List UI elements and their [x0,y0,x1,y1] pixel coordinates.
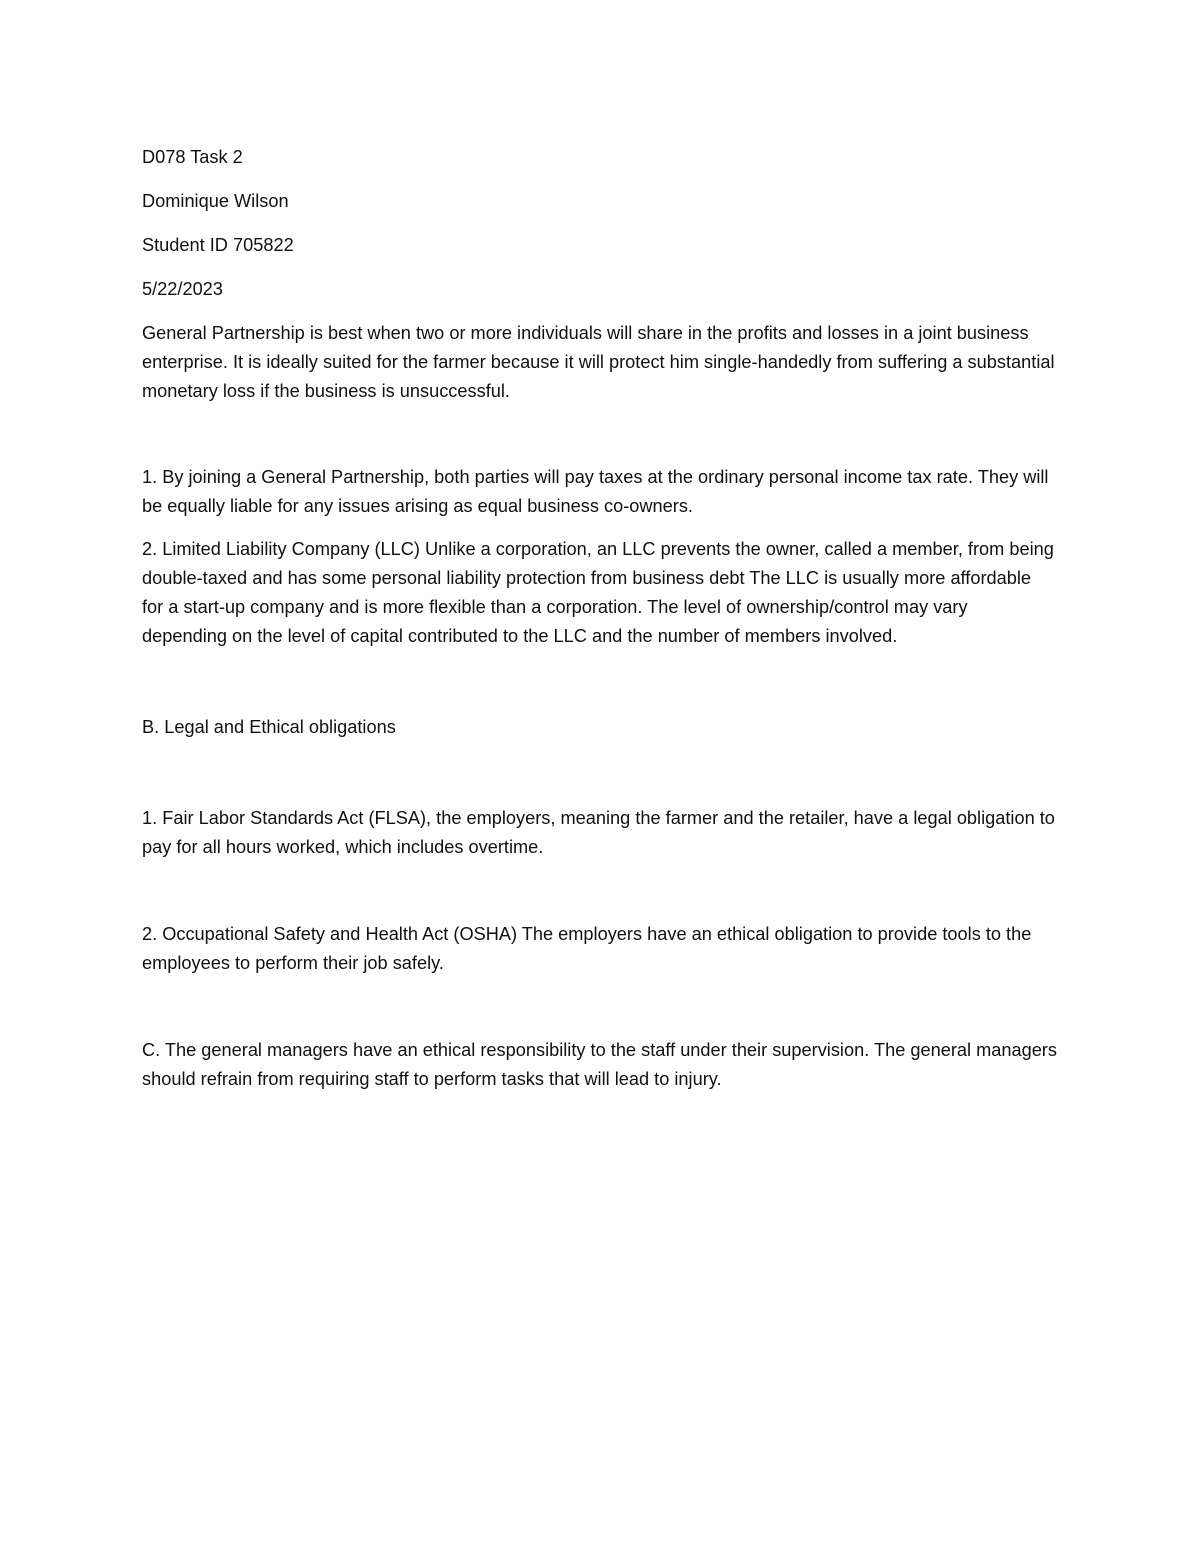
student-id: Student ID 705822 [142,235,294,255]
point-2-paragraph: 2. Limited Liability Company (LLC) Unlike a corporation, an LLC prevents the owner, called a member, from being double-taxed and has some personal liability protection from business debt The LLC is usually more affordable for a start-up company and is more flexible than a corporation. The level of ownership/control may vary depending on the level of capital contributed to the LLC and the number of members involved. [142,539,1054,646]
document-date: 5/22/2023 [142,279,223,299]
student-name: Dominique Wilson [142,191,289,211]
section-c-paragraph: C. The general managers have an ethical responsibility to the staff under their supervision. The general managers should refrain from requiring staff to perform tasks that will lead to injury. [142,1040,1057,1089]
section-b-point-2: 2. Occupational Safety and Health Act (OSHA) The employers have an ethical obligation to provide tools to the employees to perform their job safely. [142,924,1032,973]
section-b-point-1: 1. Fair Labor Standards Act (FLSA), the employers, meaning the farmer and the retailer, have a legal obligation to pay for all hours worked, which includes overtime. [142,808,1055,857]
document-body [142,143,1057,1094]
course-title: D078 Task 2 [142,147,243,167]
point-1-paragraph: 1. By joining a General Partnership, both parties will pay taxes at the ordinary personal income tax rate. They will be equally liable for any issues arising as equal business co-owners. [142,467,1049,516]
intro-paragraph: General Partnership is best when two or more individuals will share in the profits and losses in a joint business enterprise. It is ideally suited for the farmer because it will protect him single-handedly from suffering a substantial monetary loss if the business is unsuccessful. [142,323,1055,401]
section-b-heading: B. Legal and Ethical obligations [142,717,396,737]
